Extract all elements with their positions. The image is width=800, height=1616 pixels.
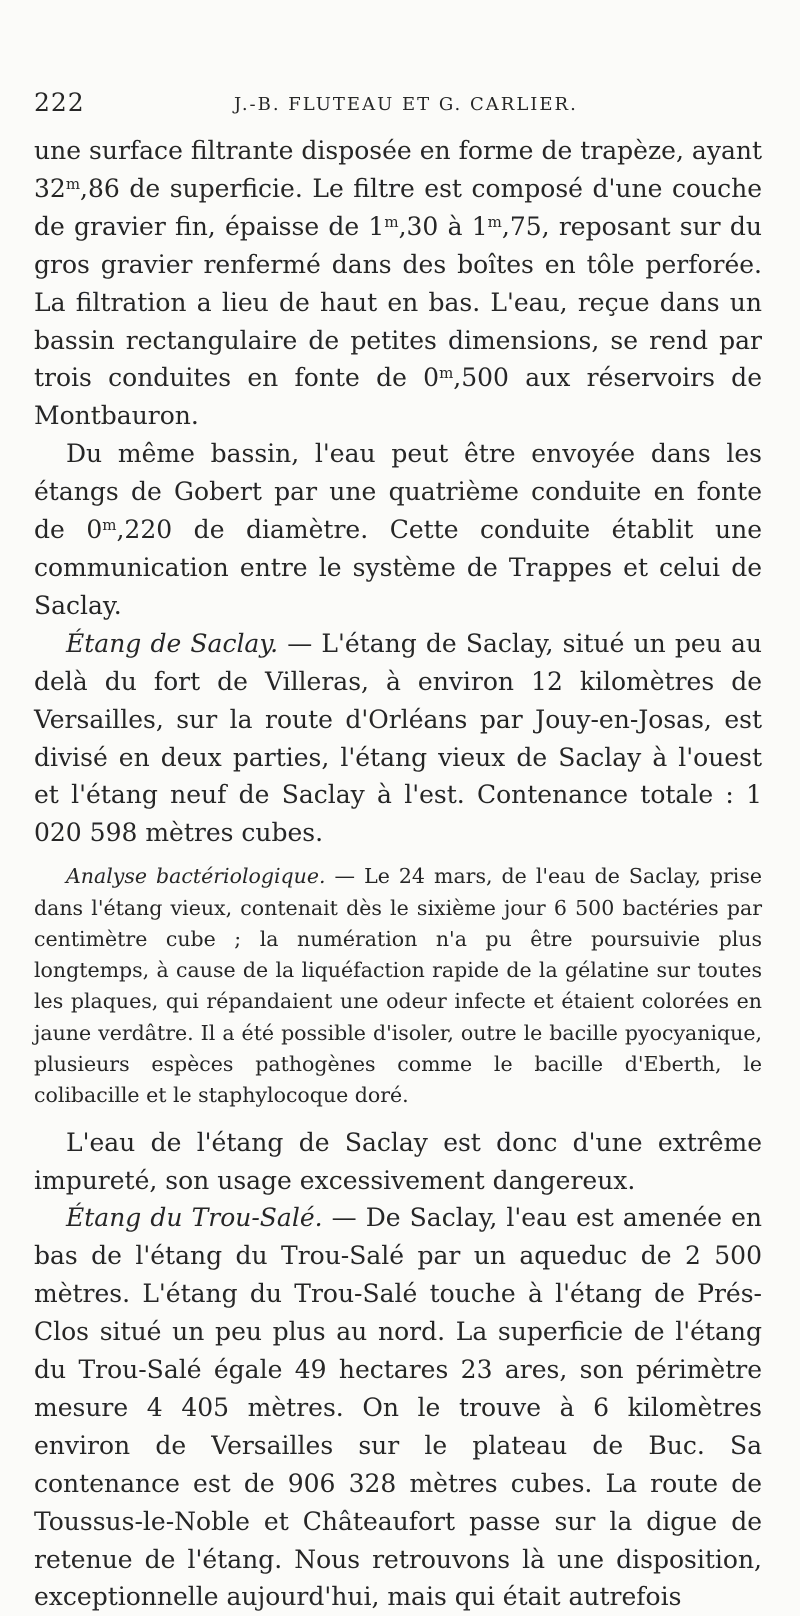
- text-run: Du même bassin, l'eau peut être envoyée dans les étangs de Gobert par une quatrième conduite en fonte de 0: [34, 439, 762, 545]
- paragraph-etang-du-trou-sale: [34, 1199, 762, 1616]
- text-run: — De Saclay, l'eau est amenée en bas de l'étang du Trou-Salé par un aqueduc de 2 500 mètres. L'étang du Trou-Salé touche à l'étang de Prés-Clos situé un peu plus au nord. La superficie de l'étang du Trou-Salé égale 49 hectares 23 ares, son périmètre mesure 4 405 mètres. On le trouve à 6 kilomètres environ de Versailles sur le plateau de Buc. Sa contenance est de 906 328 mètres cubes. La route de Toussus-le-Noble et Châteaufort passe sur la digue de retenue de l'étang. Nous retrouvons là une disposition, exceptionnelle aujourd'hui, mais qui était autrefois: [34, 1203, 763, 1612]
- paragraph-gobert-connection: [34, 435, 762, 625]
- unit-superscript: m: [102, 515, 117, 534]
- text-run: ,220 de diamètre. Cette conduite établit une communication entre le système de Trappes et celui de Saclay.: [34, 515, 762, 620]
- running-head: J.-B. FLUTEAU ET G. CARLIER.: [234, 94, 578, 115]
- section-title: Étang de Saclay.: [66, 628, 279, 658]
- text-run: ,30 à 1: [398, 211, 488, 241]
- section-title: Analyse bactériologique.: [66, 864, 326, 889]
- text-run: L'eau de l'étang de Saclay est donc d'une extrême impureté, son usage excessivement dangereux.: [34, 1127, 762, 1195]
- text-run: ,75, reposant sur du gros gravier renfermé dans des boîtes en tôle perforée. La filtration a lieu de haut en bas. L'eau, reçue dans un bassin rectangulaire de petites dimensions, se rend par trois conduites en fonte de 0: [34, 211, 762, 393]
- text-run: — Le 24 mars, de l'eau de Saclay, prise dans l'étang vieux, contenait dès le sixième jour 6 500 bactéries par centimètre cube ; la numération n'a pu être poursuivie plus longtemps, à cause de la liquéfaction rapide de la gélatine sur toutes les plaques, qui répandaient une odeur infecte et étaient colorées en jaune verdâtre. Il a été possible d'isoler, outre le bacille pyocyanique, plusieurs espèces pathogènes comme le bacille d'Eberth, le colibacille et le staphylocoque doré.: [34, 864, 763, 1108]
- text-run: ,500 aux réservoirs de Montbauron.: [34, 363, 762, 431]
- section-title: Étang du Trou-Salé.: [66, 1203, 323, 1233]
- page-header: [34, 88, 760, 122]
- text-run: — L'étang de Saclay, situé un peu au delà du fort de Villeras, à environ 12 kilomètres de Versailles, sur la route d'Orléans par Jouy-en-Josas, est divisé en deux parties, l'étang vieux de Saclay à l'ouest et l'étang neuf de Saclay à l'est. Contenance totale : 1 020 598 mètres cubes.: [34, 628, 762, 848]
- unit-superscript: m: [439, 364, 454, 383]
- paragraph-filter-description: [34, 132, 762, 435]
- unit-superscript: m: [487, 212, 502, 231]
- text-run: ,86 de superficie. Le filtre est composé d'une couche de gravier fin, épaisse de 1: [34, 173, 762, 241]
- page-number: 222: [34, 88, 85, 117]
- paragraph-etang-de-saclay: [34, 625, 762, 852]
- unit-superscript: m: [384, 212, 399, 231]
- unit-superscript: m: [65, 174, 81, 193]
- paragraph-saclay-conclusion: [34, 1124, 762, 1200]
- paragraph-bacteriological-analysis: [34, 861, 762, 1111]
- page-body: [34, 132, 762, 1616]
- text-run: une surface filtrante disposée en forme de trapèze, ayant 32: [34, 136, 762, 203]
